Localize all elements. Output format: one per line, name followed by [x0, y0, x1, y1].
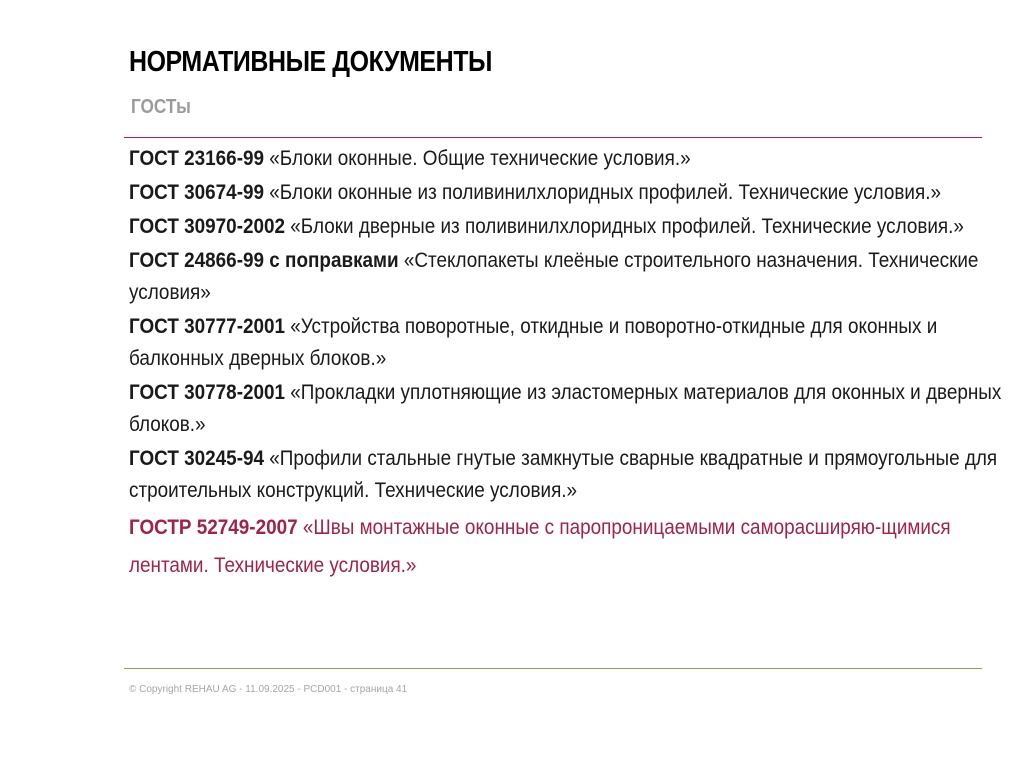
list-item: [129, 443, 1004, 507]
standard-code: ГОСТ 30777-2001: [129, 315, 286, 338]
standard-title: «Прокладки уплотняющие из эластомерных материалов для оконных и дверных блоков.»: [129, 381, 1002, 436]
standards-list: [129, 143, 1004, 587]
top-divider: [124, 137, 982, 138]
standard-code: ГОСТ 30674-99: [129, 181, 265, 204]
standard-code: ГОСТ 30245-94: [129, 447, 265, 470]
list-item: [129, 143, 1004, 175]
standard-code: ГОСТ 30778-2001: [129, 381, 286, 404]
standard-code: ГОСТ 24866-99 с поправками: [129, 249, 399, 272]
standard-code: ГОСТ 23166-99: [129, 147, 265, 170]
standard-title: «Швы монтажные оконные с паропроницаемыми саморасширяю-щимися лентами. Технические условия.»: [129, 516, 951, 577]
standard-title: «Стеклопакеты клеёные строительного назначения. Технические условия»: [129, 249, 979, 304]
standard-title: «Блоки оконные из поливинилхлоридных профилей. Технические условия.»: [264, 181, 941, 204]
list-item: [129, 211, 1004, 243]
standard-code: ГОСТР 52749-2007: [129, 516, 298, 539]
page-title: НОРМАТИВНЫЕ ДОКУМЕНТЫ: [129, 46, 493, 78]
list-item: [129, 245, 1004, 309]
standard-title: «Блоки дверные из поливинилхлоридных профилей. Технические условия.»: [285, 215, 964, 238]
standard-title: «Устройства поворотные, откидные и поворотно-откидные для оконных и балконных дверных блоков.»: [129, 315, 938, 370]
bottom-divider: [124, 668, 982, 669]
standard-title: «Профили стальные гнутые замкнутые сварные квадратные и прямоугольные для строительных конструкций. Технические условия.»: [129, 447, 998, 502]
list-item: [129, 177, 1004, 209]
list-item-highlighted: [129, 509, 1004, 585]
standard-title: «Блоки оконные. Общие технические условия.»: [264, 147, 691, 170]
list-item: [129, 311, 1004, 375]
footer-copyright: © Copyright REHAU AG - 11.09.2025 - PCD001 - страница 41: [129, 684, 408, 695]
standard-code: ГОСТ 30970-2002: [129, 215, 286, 238]
list-item: [129, 377, 1004, 441]
page-subtitle: ГОСТы: [131, 96, 191, 118]
